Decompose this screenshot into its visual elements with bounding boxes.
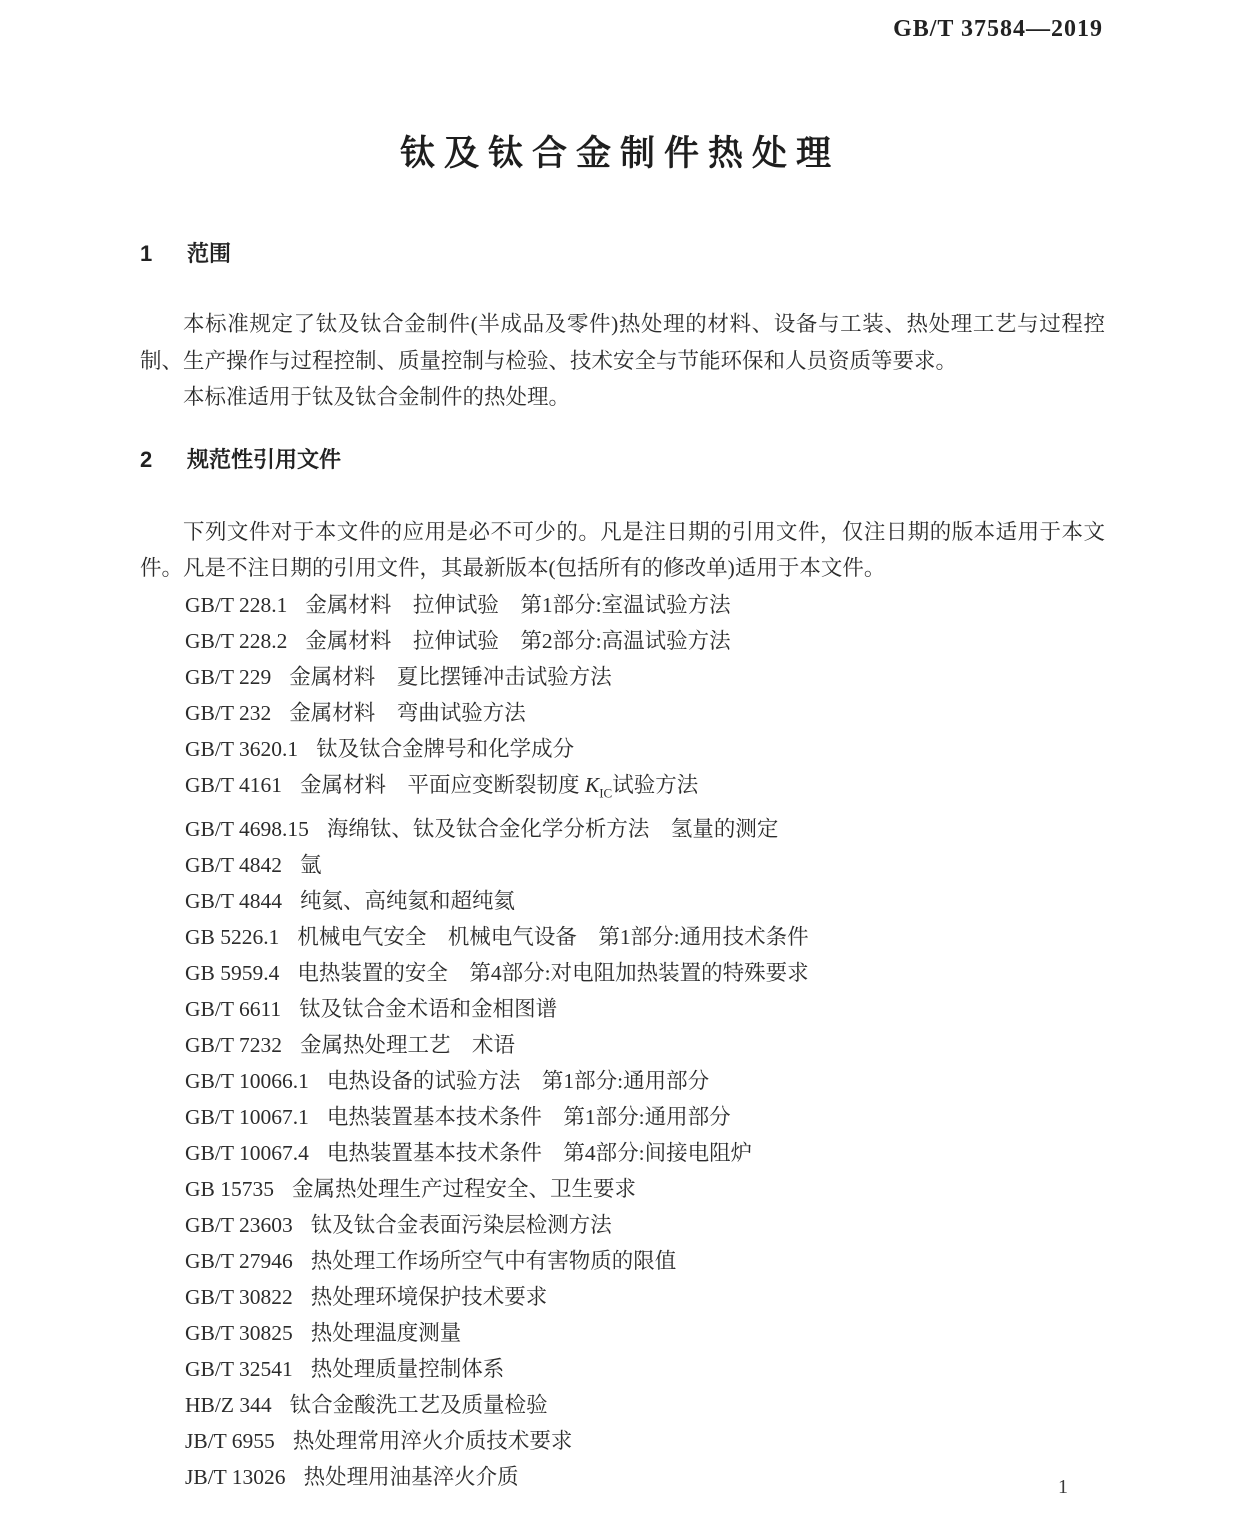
reference-item <box>185 1243 1105 1279</box>
reference-code: GB/T 232 <box>185 700 272 725</box>
reference-item <box>185 1171 1105 1207</box>
reference-code: GB 5959.4 <box>185 960 280 985</box>
reference-item <box>185 1279 1105 1315</box>
reference-title: 机械电气安全 机械电气设备 第1部分:通用技术条件 <box>297 924 809 949</box>
standard-number-header: GB/T 37584—2019 <box>893 16 1103 42</box>
reference-code: GB/T 4844 <box>185 888 282 913</box>
scope-paragraph-1: 本标准规定了钛及钛合金制件(半成品及零件)热处理的材料、设备与工装、热处理工艺与过程控制、生产操作与过程控制、质量控制与检验、技术安全与节能环保和人员资质等要求。 <box>140 312 1105 373</box>
reference-item <box>185 623 1105 659</box>
reference-item <box>185 1135 1105 1171</box>
reference-item <box>185 587 1105 623</box>
references-intro-paragraph: 下列文件对于本文件的应用是必不可少的。凡是注日期的引用文件，仅注日期的版本适用于本文件。凡是不注日期的引用文件，其最新版本(包括所有的修改单)适用于本文件。 <box>140 519 1105 580</box>
reference-item <box>185 1387 1105 1423</box>
reference-item <box>185 1459 1105 1495</box>
section-1-heading-text: 范围 <box>187 241 232 266</box>
reference-code: JB/T 13026 <box>185 1464 286 1489</box>
reference-code: GB/T 229 <box>185 664 272 689</box>
reference-code: GB/T 6611 <box>185 996 282 1021</box>
reference-code: JB/T 6955 <box>185 1428 275 1453</box>
section-2-heading <box>140 444 1105 476</box>
fracture-toughness-symbol-subscript: IC <box>599 784 613 800</box>
reference-item <box>185 1351 1105 1387</box>
reference-title: 金属材料 弯曲试验方法 <box>289 700 526 725</box>
page-number: 1 <box>1058 1476 1068 1498</box>
fracture-toughness-symbol: K <box>584 772 600 797</box>
scope-paragraph-2: 本标准适用于钛及钛合金制件的热处理。 <box>183 385 571 409</box>
reference-code: GB/T 228.1 <box>185 592 288 617</box>
reference-title: 金属材料 拉伸试验 第2部分:高温试验方法 <box>305 628 731 653</box>
reference-code: GB/T 4161 <box>185 772 282 797</box>
reference-title: 电热装置的安全 第4部分:对电阻加热装置的特殊要求 <box>297 960 809 985</box>
reference-item <box>185 883 1105 919</box>
reference-title: 金属材料 平面应变断裂韧度 $K_{IC}$试验方法 <box>299 772 699 800</box>
reference-item <box>185 1315 1105 1351</box>
reference-title: 热处理用油基淬火介质 <box>303 1464 519 1489</box>
reference-title: 金属材料 拉伸试验 第1部分:室温试验方法 <box>305 592 731 617</box>
section-1-heading <box>140 238 1105 270</box>
reference-code: GB/T 4698.15 <box>185 816 309 841</box>
reference-list <box>140 587 1105 1495</box>
reference-item <box>185 847 1105 883</box>
reference-item <box>185 1207 1105 1243</box>
reference-title: 热处理温度测量 <box>310 1320 462 1345</box>
reference-title: 电热装置基本技术条件 第4部分:间接电阻炉 <box>326 1140 753 1165</box>
reference-code: GB/T 4842 <box>185 852 282 877</box>
reference-item <box>185 811 1105 847</box>
reference-title: 热处理常用淬火介质技术要求 <box>292 1428 573 1453</box>
reference-code: GB/T 10066.1 <box>185 1068 309 1093</box>
reference-item <box>185 1099 1105 1135</box>
reference-title: 钛合金酸洗工艺及质量检验 <box>289 1392 548 1417</box>
reference-title: 钛及钛合金牌号和化学成分 <box>316 736 575 761</box>
section-1-number: 1 <box>140 241 153 266</box>
reference-item <box>185 955 1105 991</box>
reference-item <box>185 731 1105 767</box>
reference-title: 纯氦、高纯氦和超纯氦 <box>299 888 515 913</box>
reference-title: 电热装置基本技术条件 第1部分:通用部分 <box>326 1104 731 1129</box>
reference-item <box>185 1063 1105 1099</box>
document-title: 钛及钛合金制件热处理 <box>399 134 840 173</box>
reference-code: HB/Z 344 <box>185 1392 272 1417</box>
reference-title: 氩 <box>299 852 322 877</box>
document-body <box>140 0 1105 1495</box>
reference-code: GB/T 32541 <box>185 1356 293 1381</box>
reference-code: GB 5226.1 <box>185 924 280 949</box>
reference-item <box>185 767 1105 811</box>
section-2-number: 2 <box>140 446 153 472</box>
reference-title: 热处理质量控制体系 <box>310 1356 505 1381</box>
reference-code: GB/T 27946 <box>185 1248 293 1273</box>
reference-item <box>185 1423 1105 1459</box>
reference-item <box>185 991 1105 1027</box>
reference-code: GB/T 30825 <box>185 1320 293 1345</box>
reference-title: 热处理工作场所空气中有害物质的限值 <box>310 1248 677 1273</box>
reference-code: GB/T 3620.1 <box>185 736 299 761</box>
reference-title: 钛及钛合金术语和金相图谱 <box>299 996 558 1021</box>
reference-code: GB/T 10067.4 <box>185 1140 309 1165</box>
reference-code: GB 15735 <box>185 1176 274 1201</box>
reference-code: GB/T 10067.1 <box>185 1104 309 1129</box>
reference-code: GB/T 228.2 <box>185 628 288 653</box>
reference-title: 海绵钛、钛及钛合金化学分析方法 氢量的测定 <box>326 816 779 841</box>
reference-title: 钛及钛合金表面污染层检测方法 <box>310 1212 612 1237</box>
reference-item <box>185 695 1105 731</box>
reference-item <box>185 659 1105 695</box>
reference-code: GB/T 30822 <box>185 1284 293 1309</box>
reference-item <box>185 1027 1105 1063</box>
reference-title: 电热设备的试验方法 第1部分:通用部分 <box>326 1068 710 1093</box>
reference-title: 金属热处理生产过程安全、卫生要求 <box>292 1176 637 1201</box>
section-2-heading-text: 规范性引用文件 <box>187 446 342 472</box>
reference-item <box>185 919 1105 955</box>
reference-title: 金属材料 夏比摆锤冲击试验方法 <box>289 664 612 689</box>
reference-code: GB/T 7232 <box>185 1032 282 1057</box>
reference-title: 金属热处理工艺 术语 <box>299 1032 515 1057</box>
reference-title: 热处理环境保护技术要求 <box>310 1284 548 1309</box>
reference-code: GB/T 23603 <box>185 1212 293 1237</box>
